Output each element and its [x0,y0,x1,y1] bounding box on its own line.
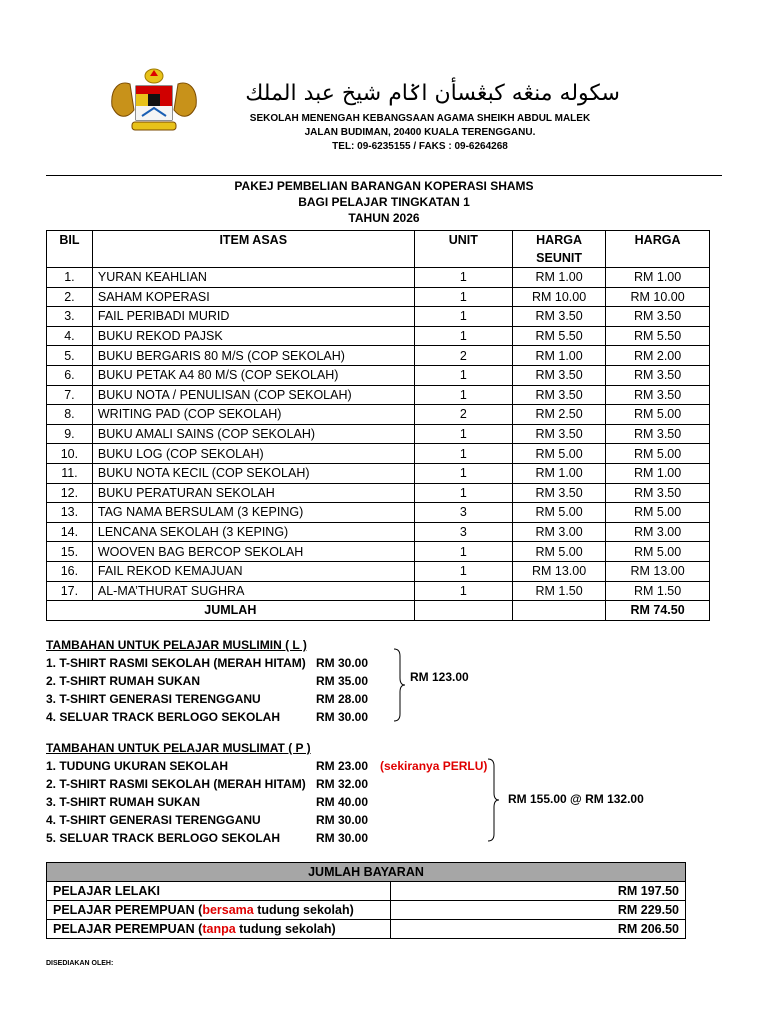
header-harga-seunit [513,231,606,268]
label-highlight: tanpa [202,922,236,936]
row-item: TAG NAMA BERSULAM (3 KEPING) [92,503,414,523]
item-table [46,230,710,621]
row-harga-seunit: RM 5.50 [513,326,606,346]
arabic-calligraphy-school-name: سكوله منڠه كبڠسأن اݢام شيخ عبد الملك [245,81,620,106]
muslimat-brace [486,758,502,842]
table-row [47,483,710,503]
payment-row-perempuan-bersama [47,901,686,920]
table-row [47,522,710,542]
row-bil: 11. [47,463,93,483]
table-row [47,463,710,483]
row-harga: RM 5.00 [606,503,710,523]
label-highlight: bersama [202,903,254,917]
row-bil: 13. [47,503,93,523]
row-bil: 16. [47,561,93,581]
row-item: FAIL REKOD KEMAJUAN [92,561,414,581]
row-unit: 1 [414,365,512,385]
table-row [47,307,710,327]
school-name: SEKOLAH MENENGAH KEBANGSAAN AGAMA SHEIKH ABDUL MALEK [249,113,591,124]
row-item: BUKU PERATURAN SEKOLAH [92,483,414,503]
table-row [47,444,710,464]
row-bil: 10. [47,444,93,464]
row-bil: 7. [47,385,93,405]
row-unit: 2 [414,346,512,366]
table-row [47,385,710,405]
row-item: BUKU LOG (COP SEKOLAH) [92,444,414,464]
item-price: RM 35.00 [316,674,369,688]
item-price: RM 23.00 [316,759,369,773]
row-item: AL-MA’THURAT SUGHRA [92,581,414,601]
row-harga: RM 3.50 [606,365,710,385]
row-harga-seunit: RM 5.00 [513,444,606,464]
school-contact: TEL: 09-6235155 / FAKS : 09-6264268 [332,141,508,152]
row-unit: 1 [414,326,512,346]
row-item: WOOVEN BAG BERCOP SEKOLAH [92,542,414,562]
table-row [47,542,710,562]
row-item: FAIL PERIBADI MURID [92,307,414,327]
row-unit: 2 [414,405,512,425]
header-divider [46,175,722,176]
row-bil: 5. [47,346,93,366]
row-harga: RM 3.00 [606,522,710,542]
row-bil: 1. [47,268,93,288]
row-harga-seunit: RM 3.50 [513,307,606,327]
row-bil: 8. [47,405,93,425]
total-empty-seunit [513,601,606,621]
title-line-2: BAGI PELAJAR TINGKATAN 1 [298,195,470,209]
table-row [47,268,710,288]
muslimin-item [46,708,506,726]
label-prefix: PELAJAR PEREMPUAN ( [53,903,203,917]
item-label: 4. SELUAR TRACK BERLOGO SEKOLAH [46,710,281,724]
row-item: BUKU NOTA / PENULISAN (COP SEKOLAH) [92,385,414,405]
row-bil: 15. [47,542,93,562]
row-harga: RM 5.00 [606,405,710,425]
row-bil: 9. [47,424,93,444]
muslimat-item [46,757,506,775]
item-label: 3. T-SHIRT GENERASI TERENGGANU [46,692,261,706]
row-harga-seunit: RM 1.50 [513,581,606,601]
row-bil: 17. [47,581,93,601]
row-unit: 3 [414,522,512,542]
payment-perempuan-bersama-label [47,901,391,920]
row-unit: 1 [414,581,512,601]
payment-heading: JUMLAH BAYARAN [47,863,686,882]
item-price: RM 30.00 [316,656,369,670]
header-harga: HARGA [606,231,710,268]
row-harga: RM 13.00 [606,561,710,581]
title-line-3: TAHUN 2026 [348,211,420,225]
row-harga: RM 1.00 [606,268,710,288]
row-item: SAHAM KOPERASI [92,287,414,307]
payment-row-perempuan-tanpa [47,920,686,939]
item-label: 1. T-SHIRT RASMI SEKOLAH (MERAH HITAM) [46,656,306,670]
row-unit: 1 [414,444,512,464]
total-row [47,601,710,621]
row-unit: 1 [414,463,512,483]
table-row [47,326,710,346]
row-item: WRITING PAD (COP SEKOLAH) [92,405,414,425]
table-row [47,503,710,523]
muslimin-heading: TAMBAHAN UNTUK PELAJAR MUSLIMIN ( L ) [46,638,307,652]
total-value: RM 74.50 [606,601,710,621]
header-bil: BIL [47,231,93,268]
total-empty-unit [414,601,512,621]
item-price: RM 40.00 [316,795,369,809]
muslimin-item [46,690,506,708]
muslimat-heading: TAMBAHAN UNTUK PELAJAR MUSLIMAT ( P ) [46,741,311,755]
row-item: LENCANA SEKOLAH (3 KEPING) [92,522,414,542]
row-harga: RM 5.00 [606,542,710,562]
row-harga-seunit: RM 3.00 [513,522,606,542]
payment-header-row [47,863,686,882]
payment-perempuan-tanpa-label [47,920,391,939]
row-harga: RM 5.00 [606,444,710,464]
row-harga-seunit: RM 5.00 [513,503,606,523]
row-harga: RM 1.00 [606,463,710,483]
row-harga: RM 3.50 [606,483,710,503]
table-row [47,405,710,425]
row-unit: 1 [414,307,512,327]
row-harga-seunit: RM 1.00 [513,463,606,483]
row-harga-seunit: RM 3.50 [513,385,606,405]
table-row [47,424,710,444]
row-harga-seunit: RM 3.50 [513,365,606,385]
muslimat-item [46,829,506,847]
muslimat-total: RM 155.00 @ RM 132.00 [508,792,644,806]
item-price: RM 30.00 [316,813,369,827]
table-row [47,365,710,385]
row-unit: 1 [414,561,512,581]
state-crest-logo [106,66,202,136]
table-row [47,581,710,601]
row-harga: RM 3.50 [606,424,710,444]
row-harga-seunit: RM 2.50 [513,405,606,425]
muslimin-total: RM 123.00 [410,670,469,684]
row-harga: RM 3.50 [606,385,710,405]
item-price: RM 30.00 [316,831,369,845]
payment-row-lelaki [47,882,686,901]
payment-perempuan-tanpa-value: RM 206.50 [391,920,686,939]
row-harga-seunit: RM 13.00 [513,561,606,581]
item-price: RM 32.00 [316,777,369,791]
item-price: RM 28.00 [316,692,369,706]
row-harga: RM 2.00 [606,346,710,366]
row-harga-seunit: RM 3.50 [513,483,606,503]
payment-lelaki-value: RM 197.50 [391,882,686,901]
item-label: 2. T-SHIRT RASMI SEKOLAH (MERAH HITAM) [46,777,306,791]
item-label: 1. TUDUNG UKURAN SEKOLAH [46,759,229,773]
row-bil: 4. [47,326,93,346]
row-unit: 1 [414,287,512,307]
item-label: 5. SELUAR TRACK BERLOGO SEKOLAH [46,831,281,845]
row-item: BUKU AMALI SAINS (COP SEKOLAH) [92,424,414,444]
muslimat-section [46,739,506,847]
label-suffix: tudung sekolah) [235,922,336,936]
row-harga-seunit: RM 1.00 [513,346,606,366]
muslimat-item [46,811,506,829]
row-harga-seunit: RM 3.50 [513,424,606,444]
table-row [47,561,710,581]
row-item: BUKU BERGARIS 80 M/S (COP SEKOLAH) [92,346,414,366]
row-harga: RM 10.00 [606,287,710,307]
row-harga-seunit: RM 10.00 [513,287,606,307]
header-unit: UNIT [414,231,512,268]
item-note: (sekiranya PERLU) [380,759,488,773]
label-suffix: tudung sekolah) [253,903,354,917]
payment-summary-table [46,862,686,939]
item-label: 4. T-SHIRT GENERASI TERENGGANU [46,813,261,827]
muslimat-item [46,793,506,811]
header-harga-seunit-line1: HARGA [536,233,582,247]
row-item: YURAN KEAHLIAN [92,268,414,288]
row-bil: 2. [47,287,93,307]
row-bil: 12. [47,483,93,503]
muslimin-brace [392,648,408,722]
row-harga: RM 3.50 [606,307,710,327]
table-header-row [47,231,710,268]
payment-perempuan-bersama-value: RM 229.50 [391,901,686,920]
row-harga: RM 1.50 [606,581,710,601]
item-label: 3. T-SHIRT RUMAH SUKAN [46,795,201,809]
row-harga: RM 5.50 [606,326,710,346]
school-address: JALAN BUDIMAN, 20400 KUALA TERENGGANU. [304,127,536,138]
label-prefix: PELAJAR PEREMPUAN ( [53,922,203,936]
muslimat-item [46,775,506,793]
prepared-by-label: DISEDIAKAN OLEH: [46,960,114,967]
row-unit: 1 [414,542,512,562]
header-harga-seunit-line2: SEUNIT [536,251,582,265]
row-unit: 3 [414,503,512,523]
table-row [47,287,710,307]
row-harga-seunit: RM 1.00 [513,268,606,288]
row-item: BUKU PETAK A4 80 M/S (COP SEKOLAH) [92,365,414,385]
row-harga-seunit: RM 5.00 [513,542,606,562]
header-item: ITEM ASAS [92,231,414,268]
total-label: JUMLAH [47,601,415,621]
table-row [47,346,710,366]
row-unit: 1 [414,483,512,503]
row-item: BUKU NOTA KECIL (COP SEKOLAH) [92,463,414,483]
item-price: RM 30.00 [316,710,369,724]
row-bil: 6. [47,365,93,385]
row-bil: 3. [47,307,93,327]
title-line-1: PAKEJ PEMBELIAN BARANGAN KOPERASI SHAMS [234,179,534,193]
row-item: BUKU REKOD PAJSK [92,326,414,346]
item-label: 2. T-SHIRT RUMAH SUKAN [46,674,201,688]
payment-lelaki-label: PELAJAR LELAKI [47,882,391,901]
row-unit: 1 [414,385,512,405]
row-bil: 14. [47,522,93,542]
row-unit: 1 [414,424,512,444]
row-unit: 1 [414,268,512,288]
